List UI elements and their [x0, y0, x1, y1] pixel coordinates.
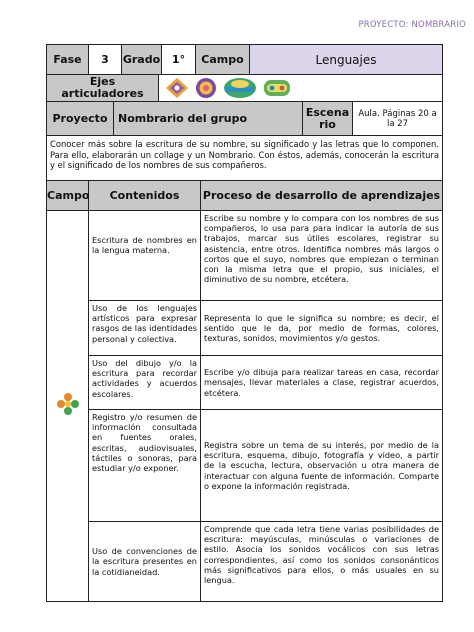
proceso-cell: Escribe su nombre y lo compara con los nombres de sus compañeros, lo usa para para indicar la autoría de sus trabajos, marcar sus útiles escolares, registrar su asistencia, entre otros. Identifica nombres más largos o cortos que el suyo, nombres que empiezan o terminan con la misma letra que el propio, sus iniciales, el diminutivo de su nombre, etcétera.: [201, 211, 443, 301]
ejes-badge-3-icon: [223, 77, 257, 99]
table-row: [47, 356, 443, 410]
proceso-cell: Registra sobre un tema de su interés, por medio de la escritura, esquema, dibujo, fotografía y video, a partir de la escucha, lectura, observación u otra manera de interactuar con alguna fuente de información. Comparte o expone la información registrada.: [201, 410, 443, 522]
proceso-cell: Comprende que cada letra tiene varias posibilidades de escritura: mayúsculas, minúsculas o variaciones de estilo. Asocia los sonidos vocálicos con sus letras correspondientes, así como los sonidos consonánticos más significativos para ellos, o más usuales en su lengua.: [201, 522, 443, 602]
ejes-icons-cell: [159, 75, 443, 102]
intro-block: [46, 135, 443, 181]
grado-value: 1°: [162, 45, 196, 75]
campo-icon-cell: [47, 211, 89, 602]
table-row: [47, 522, 443, 602]
learning-table: [46, 180, 443, 602]
contenido-cell: Uso de convenciones de la escritura presentes en la cotidianeidad.: [89, 522, 201, 602]
row-proyecto-escenario: [46, 101, 443, 136]
contenido-cell: Uso de los lenguajes artísticos para expresar rasgos de las identidades personal y colectiva.: [89, 301, 201, 356]
fase-label: Fase: [47, 45, 89, 75]
ejes-badge-1-icon: [165, 77, 189, 99]
row-ejes-articuladores: [46, 74, 443, 102]
proyecto-label: Proyecto: [47, 102, 114, 136]
contenido-cell: Registro y/o resumen de información consultada en fuentes orales, escritas, audiovisuales, táctiles o sonoras, para estudiar y/o exponer.: [89, 410, 201, 522]
head-contenidos: Contenidos: [89, 181, 201, 211]
table-row: [47, 211, 443, 301]
fase-value: 3: [89, 45, 122, 75]
row-fase-grado-campo: [46, 44, 443, 75]
table-row: [47, 301, 443, 356]
ejes-label: Ejes articuladores: [47, 75, 159, 102]
planning-sheet: [46, 44, 443, 602]
campo-value: Lenguajes: [250, 45, 443, 75]
ejes-badge-4-icon: [263, 77, 291, 99]
head-campo: Campo: [47, 181, 89, 211]
campo-label: Campo: [196, 45, 250, 75]
proceso-cell: Escribe y/o dibuja para realizar tareas en casa, recordar mensajes, llevar materiales a clase, registrar acuerdos, etcétera.: [201, 356, 443, 410]
contenido-cell: Uso del dibujo y/o la escritura para recordar actividades y acuerdos escolares.: [89, 356, 201, 410]
escenario-label: Escenario: [303, 102, 353, 136]
ejes-badge-2-icon: [195, 77, 217, 99]
contenido-cell: Escritura de nombres en la lengua materna.: [89, 211, 201, 301]
head-proceso: Proceso de desarrollo de aprendizajes: [201, 181, 443, 211]
intro-text: Conocer más sobre la escritura de su nombre, su significado y las letras que lo componen. Para ello, elaborarán un collage y un Nombrario. Con éstos, además, conocerán la escritura y el significado de los nombres de sus compañeros.: [47, 136, 443, 181]
escenario-value: Aula. Páginas 20 a la 27: [353, 102, 443, 136]
project-header-label: PROYECTO: NOMBRARIO: [358, 20, 466, 30]
proyecto-value: Nombrario del grupo: [114, 102, 303, 136]
grado-label: Grado: [122, 45, 162, 75]
proceso-cell: Representa lo que le significa su nombre; es decir, el sentido que le da, por medio de formas, colores, texturas, sonidos, movimientos y/o gestos.: [201, 301, 443, 356]
campo-lenguajes-icon: [53, 389, 83, 419]
table-row: [47, 410, 443, 522]
